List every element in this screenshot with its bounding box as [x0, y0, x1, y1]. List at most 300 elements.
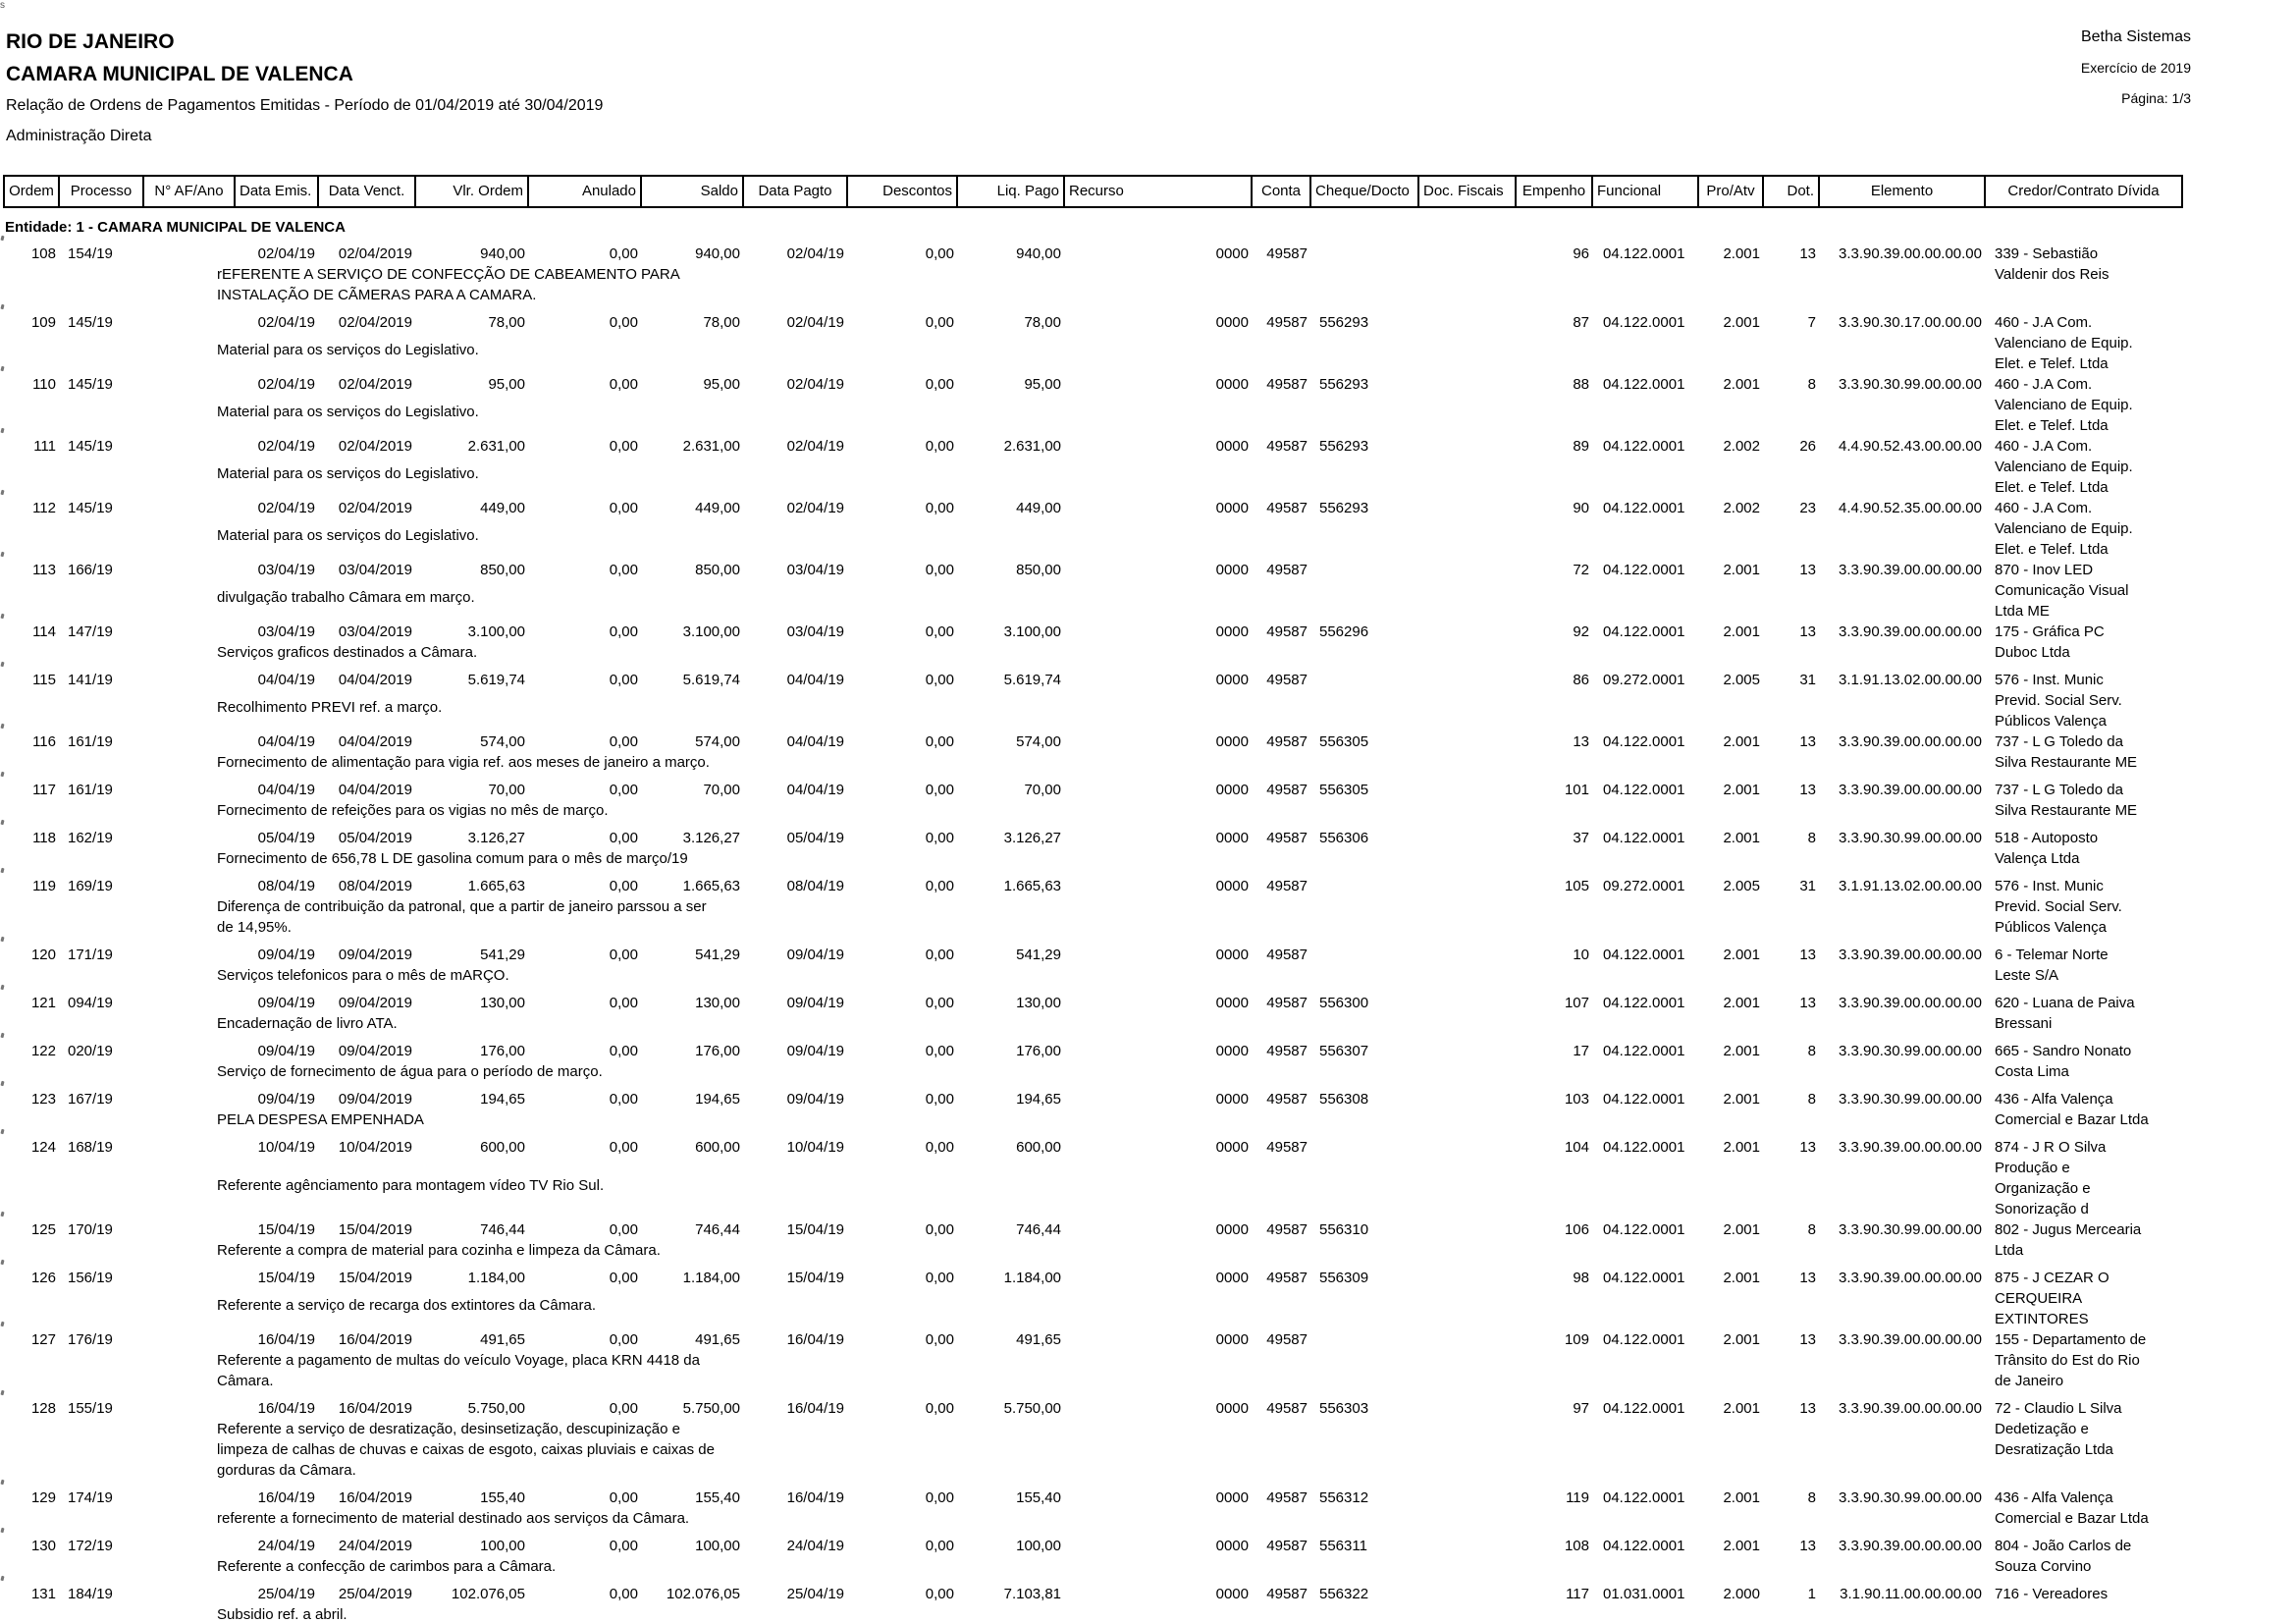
cell-cheq: 556307 [1319, 1043, 1369, 1059]
description-line: gorduras da Câmara. [217, 1462, 356, 1479]
cell-anul: 0,00 [609, 733, 638, 750]
cell-func: 04.122.0001 [1603, 623, 1685, 640]
cell-credor [1986, 1329, 2181, 1398]
cell-vlr: 1.665,63 [467, 878, 525, 894]
cell-dot: 8 [1807, 1043, 1816, 1059]
credor-line: Ltda ME [1995, 603, 2050, 620]
cell-credor [1986, 780, 2181, 828]
cell-venct: 04/04/2019 [338, 672, 412, 688]
column-header: Funcional [1593, 177, 1699, 206]
cell-credor [1986, 1584, 2181, 1623]
credor-line: Elet. e Telef. Ltda [1995, 541, 2109, 558]
cell-pagto: 02/04/19 [786, 314, 844, 331]
cell-credor [1986, 436, 2181, 498]
cell-emp: 106 [1564, 1221, 1589, 1238]
cell-emis: 09/04/19 [257, 1091, 315, 1108]
cell-func: 04.122.0001 [1603, 782, 1685, 798]
cell-anul: 0,00 [609, 245, 638, 262]
table-row [5, 436, 2181, 498]
cell-pagto: 09/04/19 [786, 995, 844, 1011]
cell-saldo: 70,00 [703, 782, 740, 798]
cell-proc: 155/19 [68, 1400, 113, 1417]
cell-saldo: 5.750,00 [682, 1400, 740, 1417]
row-description [5, 697, 1517, 725]
cell-emis: 16/04/19 [257, 1400, 315, 1417]
cell-pagto: 02/04/19 [786, 245, 844, 262]
cell-pro: 2.002 [1723, 438, 1760, 455]
description-line: Diferença de contribuição da patronal, que a partir de janeiro parssou a ser [217, 898, 707, 915]
cell-proc: 154/19 [68, 245, 113, 262]
cell-liq: 600,00 [1016, 1139, 1061, 1156]
table-row [5, 945, 2181, 993]
description-line: de 14,95%. [217, 919, 292, 936]
cell-venct: 04/04/2019 [338, 782, 412, 798]
cell-vlr: 3.100,00 [467, 623, 525, 640]
cell-vlr: 746,44 [480, 1221, 525, 1238]
credor-line: 576 - Inst. Munic [1995, 878, 2104, 894]
cell-emp: 10 [1573, 947, 1589, 963]
cell-rec: 0000 [1215, 1331, 1249, 1348]
description-line: Subsidio ref. a abril. [217, 1606, 347, 1623]
cell-anul: 0,00 [609, 995, 638, 1011]
cell-emis: 04/04/19 [257, 672, 315, 688]
cell-emp: 87 [1573, 314, 1589, 331]
cell-venct: 02/04/2019 [338, 438, 412, 455]
cell-vlr: 541,29 [480, 947, 525, 963]
cell-emp: 101 [1564, 782, 1589, 798]
cell-cheq: 556305 [1319, 733, 1369, 750]
cell-anul: 0,00 [609, 878, 638, 894]
cell-vlr: 70,00 [488, 782, 525, 798]
cell-anul: 0,00 [609, 500, 638, 516]
cell-descontos: 0,00 [925, 245, 954, 262]
cell-venct: 09/04/2019 [338, 995, 412, 1011]
cell-pagto: 05/04/19 [786, 830, 844, 846]
cell-proc: 168/19 [68, 1139, 113, 1156]
cell-vlr: 100,00 [480, 1538, 525, 1554]
cell-descontos: 0,00 [925, 500, 954, 516]
credor-line: 72 - Claudio L Silva [1995, 1400, 2122, 1417]
cell-func: 04.122.0001 [1603, 733, 1685, 750]
cell-vlr: 850,00 [480, 562, 525, 578]
cell-credor [1986, 828, 2181, 876]
cell-pro: 2.002 [1723, 500, 1760, 516]
cell-pagto: 02/04/19 [786, 500, 844, 516]
cell-emp: 119 [1566, 1489, 1589, 1506]
cell-vlr: 194,65 [480, 1091, 525, 1108]
credor-line: Comunicação Visual [1995, 582, 2129, 599]
row-description [5, 402, 1517, 429]
cell-saldo: 176,00 [695, 1043, 740, 1059]
cell-proc: 172/19 [68, 1538, 113, 1554]
cell-saldo: 746,44 [695, 1221, 740, 1238]
cell-venct: 02/04/2019 [338, 314, 412, 331]
description-line: Recolhimento PREVI ref. a março. [217, 699, 443, 716]
cell-conta: 49587 [1266, 995, 1308, 1011]
cell-liq: 574,00 [1016, 733, 1061, 750]
cell-ordem: 110 [32, 376, 56, 393]
cell-venct: 02/04/2019 [338, 245, 412, 262]
cell-vlr: 102.076,05 [451, 1586, 525, 1602]
cell-rec: 0000 [1215, 947, 1249, 963]
cell-proc: 167/19 [68, 1091, 113, 1108]
description-line: Serviço de fornecimento de água para o período de março. [217, 1063, 603, 1080]
credor-line: 436 - Alfa Valença [1995, 1091, 2113, 1108]
cell-pro: 2.001 [1723, 1270, 1760, 1286]
cell-emp: 90 [1573, 500, 1589, 516]
credor-line: Silva Restaurante ME [1995, 754, 2138, 771]
table-row [5, 1329, 2181, 1398]
cell-pro: 2.005 [1723, 878, 1760, 894]
row-description [5, 848, 1517, 869]
cell-saldo: 130,00 [695, 995, 740, 1011]
description-line: Serviços graficos destinados a Câmara. [217, 644, 478, 661]
cell-rec: 0000 [1215, 1586, 1249, 1602]
credor-line: Costa Lima [1995, 1063, 2069, 1080]
cell-saldo: 1.184,00 [682, 1270, 740, 1286]
cell-vlr: 155,40 [480, 1489, 525, 1506]
cell-pro: 2.000 [1723, 1586, 1760, 1602]
cell-rec: 0000 [1215, 562, 1249, 578]
cell-pagto: 24/04/19 [786, 1538, 844, 1554]
credor-line: Leste S/A [1995, 967, 2059, 984]
cell-descontos: 0,00 [925, 1586, 954, 1602]
cell-liq: 541,29 [1016, 947, 1061, 963]
cell-proc: 170/19 [68, 1221, 113, 1238]
cell-func: 04.122.0001 [1603, 1400, 1685, 1417]
cell-descontos: 0,00 [925, 1139, 954, 1156]
cell-saldo: 541,29 [695, 947, 740, 963]
credor-line: CERQUEIRA [1995, 1290, 2083, 1307]
cell-vlr: 176,00 [480, 1043, 525, 1059]
cell-emis: 10/04/19 [257, 1139, 315, 1156]
cell-emp: 13 [1573, 733, 1589, 750]
cell-elem: 3.1.90.11.00.00.00.00 [1840, 1586, 1982, 1602]
credor-line: Sonorização d [1995, 1201, 2089, 1217]
cell-dot: 13 [1799, 995, 1816, 1011]
cell-pagto: 16/04/19 [786, 1489, 844, 1506]
report-title: Relação de Ordens de Pagamentos Emitidas - Período de 01/04/2019 até 30/04/2019 [6, 97, 604, 114]
cell-conta: 49587 [1266, 245, 1308, 262]
cell-saldo: 574,00 [695, 733, 740, 750]
row-description [5, 1013, 1517, 1034]
cell-venct: 16/04/2019 [338, 1400, 412, 1417]
cell-venct: 15/04/2019 [338, 1221, 412, 1238]
credor-line: 716 - Vereadores [1995, 1586, 2109, 1602]
cell-proc: 094/19 [68, 995, 113, 1011]
cell-saldo: 5.619,74 [682, 672, 740, 688]
cell-anul: 0,00 [609, 1091, 638, 1108]
cell-credor [1986, 312, 2181, 374]
credor-line: Valenciano de Equip. [1995, 520, 2133, 537]
cell-venct: 03/04/2019 [338, 562, 412, 578]
cell-saldo: 194,65 [695, 1091, 740, 1108]
cell-conta: 49587 [1266, 1586, 1308, 1602]
cell-pro: 2.001 [1723, 1400, 1760, 1417]
cell-credor [1986, 1488, 2181, 1536]
cell-venct: 09/04/2019 [338, 947, 412, 963]
column-header: Data Pagto [744, 177, 848, 206]
cell-liq: 940,00 [1016, 245, 1061, 262]
cell-liq: 491,65 [1016, 1331, 1061, 1348]
cell-func: 04.122.0001 [1603, 947, 1685, 963]
cell-emp: 109 [1564, 1331, 1589, 1348]
credor-line: 870 - Inov LED [1995, 562, 2094, 578]
cell-elem: 3.3.90.39.00.00.00.00 [1839, 947, 1982, 963]
credor-line: de Janeiro [1995, 1373, 2064, 1389]
cell-venct: 15/04/2019 [338, 1270, 412, 1286]
credor-line: 460 - J.A Com. [1995, 500, 2093, 516]
row-description [5, 800, 1517, 821]
cell-dot: 13 [1799, 623, 1816, 640]
cell-elem: 3.3.90.39.00.00.00.00 [1839, 1331, 1982, 1348]
cell-pro: 2.001 [1723, 1221, 1760, 1238]
cell-descontos: 0,00 [925, 1331, 954, 1348]
row-description [5, 1240, 1517, 1261]
cell-anul: 0,00 [609, 376, 638, 393]
cell-conta: 49587 [1266, 1221, 1308, 1238]
cell-pro: 2.001 [1723, 1043, 1760, 1059]
column-header: Pro/Atv [1699, 177, 1764, 206]
credor-line: 737 - L G Toledo da [1995, 782, 2123, 798]
cell-conta: 49587 [1266, 830, 1308, 846]
cell-emis: 24/04/19 [257, 1538, 315, 1554]
cell-emis: 05/04/19 [257, 830, 315, 846]
cell-elem: 4.4.90.52.35.00.00.00 [1839, 500, 1982, 516]
cell-liq: 5.750,00 [1003, 1400, 1061, 1417]
cell-dot: 13 [1799, 1400, 1816, 1417]
cell-liq: 5.619,74 [1003, 672, 1061, 688]
cell-cheq: 556308 [1319, 1091, 1369, 1108]
description-line: Referente a confecção de carimbos para a Câmara. [217, 1558, 557, 1575]
column-header: Liq. Pago [958, 177, 1065, 206]
credor-line: Públicos Valença [1995, 919, 2107, 936]
column-header: Cheque/Docto [1311, 177, 1419, 206]
row-description [5, 340, 1517, 367]
cell-descontos: 0,00 [925, 1221, 954, 1238]
cell-pro: 2.001 [1723, 1331, 1760, 1348]
cell-elem: 3.3.90.30.99.00.00.00 [1839, 1091, 1982, 1108]
cell-cheq: 556309 [1319, 1270, 1369, 1286]
description-line: referente a fornecimento de material destinado aos serviços da Câmara. [217, 1510, 690, 1527]
cell-credor [1986, 1268, 2181, 1329]
cell-rec: 0000 [1215, 733, 1249, 750]
cell-pro: 2.001 [1723, 830, 1760, 846]
cell-proc: 166/19 [68, 562, 113, 578]
description-line: Referente a serviço de recarga dos extintores da Câmara. [217, 1297, 597, 1314]
cell-cheq: 556293 [1319, 314, 1369, 331]
cell-ordem: 118 [32, 830, 56, 846]
cell-emis: 09/04/19 [257, 1043, 315, 1059]
table-row [5, 780, 2181, 828]
cell-elem: 3.3.90.39.00.00.00.00 [1839, 995, 1982, 1011]
credor-line: 6 - Telemar Norte [1995, 947, 2109, 963]
cell-credor [1986, 1089, 2181, 1137]
column-header: N° AF/Ano [144, 177, 236, 206]
table-row [5, 312, 2181, 374]
table-row [5, 1536, 2181, 1584]
cell-vlr: 5.619,74 [467, 672, 525, 688]
cell-emp: 92 [1573, 623, 1589, 640]
cell-conta: 49587 [1266, 1139, 1308, 1156]
credor-line: Desratização Ltda [1995, 1441, 2113, 1458]
cell-pro: 2.001 [1723, 1489, 1760, 1506]
cell-emis: 04/04/19 [257, 782, 315, 798]
cell-credor [1986, 993, 2181, 1041]
table-row [5, 1584, 2181, 1623]
column-header: Conta [1253, 177, 1311, 206]
row-description [5, 1175, 1517, 1214]
cell-saldo: 2.631,00 [682, 438, 740, 455]
description-line: Material para os serviços do Legislativo. [217, 404, 479, 420]
cell-ordem: 116 [32, 733, 56, 750]
cell-dot: 23 [1799, 500, 1816, 516]
cell-func: 04.122.0001 [1603, 1221, 1685, 1238]
row-description [5, 1109, 1517, 1130]
table-row [5, 828, 2181, 876]
cell-rec: 0000 [1215, 376, 1249, 393]
cell-pagto: 09/04/19 [786, 947, 844, 963]
cell-dot: 31 [1799, 878, 1816, 894]
cell-venct: 16/04/2019 [338, 1489, 412, 1506]
credor-line: Valença Ltda [1995, 850, 2080, 867]
column-header: Elemento [1820, 177, 1986, 206]
cell-liq: 2.631,00 [1003, 438, 1061, 455]
cell-saldo: 3.126,27 [682, 830, 740, 846]
credor-line: 460 - J.A Com. [1995, 314, 2093, 331]
cell-pagto: 04/04/19 [786, 672, 844, 688]
column-header: Descontos [848, 177, 958, 206]
cell-saldo: 95,00 [703, 376, 740, 393]
cell-rec: 0000 [1215, 1400, 1249, 1417]
cell-vlr: 1.184,00 [467, 1270, 525, 1286]
cell-conta: 49587 [1266, 1400, 1308, 1417]
cell-descontos: 0,00 [925, 878, 954, 894]
cell-elem: 3.3.90.39.00.00.00.00 [1839, 245, 1982, 262]
description-line: Serviços telefonicos para o mês de mARÇO. [217, 967, 509, 984]
credor-line: Elet. e Telef. Ltda [1995, 479, 2109, 496]
description-line: Referente a compra de material para cozinha e limpeza da Câmara. [217, 1242, 661, 1259]
credor-line: Previd. Social Serv. [1995, 692, 2122, 709]
cell-liq: 746,44 [1016, 1221, 1061, 1238]
cell-credor [1986, 622, 2181, 670]
table-row [5, 1219, 2181, 1268]
credor-line: Comercial e Bazar Ltda [1995, 1510, 2149, 1527]
table-row [5, 670, 2181, 731]
credor-line: 875 - J CEZAR O [1995, 1270, 2109, 1286]
cell-emp: 89 [1573, 438, 1589, 455]
cell-pagto: 03/04/19 [786, 562, 844, 578]
cell-dot: 8 [1807, 1091, 1816, 1108]
credor-line: Duboc Ltda [1995, 644, 2070, 661]
cell-descontos: 0,00 [925, 1538, 954, 1554]
cell-conta: 49587 [1266, 782, 1308, 798]
cell-proc: 162/19 [68, 830, 113, 846]
cell-credor [1986, 945, 2181, 993]
cell-pagto: 04/04/19 [786, 733, 844, 750]
cell-ordem: 112 [32, 500, 56, 516]
cell-liq: 3.100,00 [1003, 623, 1061, 640]
cell-rec: 0000 [1215, 623, 1249, 640]
cell-vlr: 600,00 [480, 1139, 525, 1156]
cell-pro: 2.001 [1723, 1091, 1760, 1108]
cell-elem: 3.3.90.30.99.00.00.00 [1839, 1043, 1982, 1059]
cell-emis: 08/04/19 [257, 878, 315, 894]
credor-line: Dedetização e [1995, 1421, 2089, 1437]
cell-pagto: 09/04/19 [786, 1091, 844, 1108]
cell-emp: 105 [1564, 878, 1589, 894]
cell-cheq: 556293 [1319, 376, 1369, 393]
description-line: Referente a serviço de desratização, desinsetização, descupinização e [217, 1421, 680, 1437]
credor-line: Valenciano de Equip. [1995, 397, 2133, 413]
cell-dot: 26 [1799, 438, 1816, 455]
cell-pagto: 16/04/19 [786, 1331, 844, 1348]
cell-elem: 3.3.90.39.00.00.00.00 [1839, 562, 1982, 578]
cell-emis: 09/04/19 [257, 995, 315, 1011]
cell-credor [1986, 374, 2181, 436]
cell-anul: 0,00 [609, 562, 638, 578]
cell-rec: 0000 [1215, 1091, 1249, 1108]
cell-descontos: 0,00 [925, 995, 954, 1011]
cell-emp: 104 [1564, 1139, 1589, 1156]
cell-ordem: 129 [30, 1489, 56, 1506]
cell-vlr: 5.750,00 [467, 1400, 525, 1417]
cell-elem: 3.3.90.30.99.00.00.00 [1839, 376, 1982, 393]
credor-line: 436 - Alfa Valença [1995, 1489, 2113, 1506]
cell-pagto: 08/04/19 [786, 878, 844, 894]
cell-dot: 8 [1807, 1489, 1816, 1506]
cell-pro: 2.001 [1723, 245, 1760, 262]
column-header: Vlr. Ordem [416, 177, 529, 206]
cell-ordem: 125 [30, 1221, 56, 1238]
cell-liq: 95,00 [1024, 376, 1061, 393]
cell-descontos: 0,00 [925, 1043, 954, 1059]
cell-proc: 171/19 [68, 947, 113, 963]
cell-ordem: 131 [30, 1586, 56, 1602]
cell-elem: 3.3.90.30.99.00.00.00 [1839, 1221, 1982, 1238]
table-row [5, 1089, 2181, 1137]
cell-conta: 49587 [1266, 1270, 1308, 1286]
cell-pagto: 02/04/19 [786, 438, 844, 455]
cell-descontos: 0,00 [925, 830, 954, 846]
cell-credor [1986, 1398, 2181, 1488]
cell-saldo: 102.076,05 [666, 1586, 740, 1602]
cell-pro: 2.001 [1723, 947, 1760, 963]
cell-conta: 49587 [1266, 733, 1308, 750]
cell-conta: 49587 [1266, 314, 1308, 331]
cell-conta: 49587 [1266, 878, 1308, 894]
table-row [5, 993, 2181, 1041]
credor-line: EXTINTORES [1995, 1311, 2089, 1327]
description-line: Material para os serviços do Legislativo. [217, 465, 479, 482]
cell-emp: 108 [1564, 1538, 1589, 1554]
cell-pro: 2.001 [1723, 623, 1760, 640]
cell-conta: 49587 [1266, 376, 1308, 393]
credor-line: Valenciano de Equip. [1995, 459, 2133, 475]
cell-emp: 88 [1573, 376, 1589, 393]
cell-anul: 0,00 [609, 1400, 638, 1417]
table-row [5, 1041, 2181, 1089]
cell-credor [1986, 670, 2181, 731]
cell-venct: 05/04/2019 [338, 830, 412, 846]
cell-liq: 100,00 [1016, 1538, 1061, 1554]
cell-descontos: 0,00 [925, 1489, 954, 1506]
cell-ordem: 114 [32, 623, 56, 640]
table-header-row [3, 175, 2183, 208]
cell-proc: 184/19 [68, 1586, 113, 1602]
credor-line: Souza Corvino [1995, 1558, 2092, 1575]
cell-descontos: 0,00 [925, 438, 954, 455]
